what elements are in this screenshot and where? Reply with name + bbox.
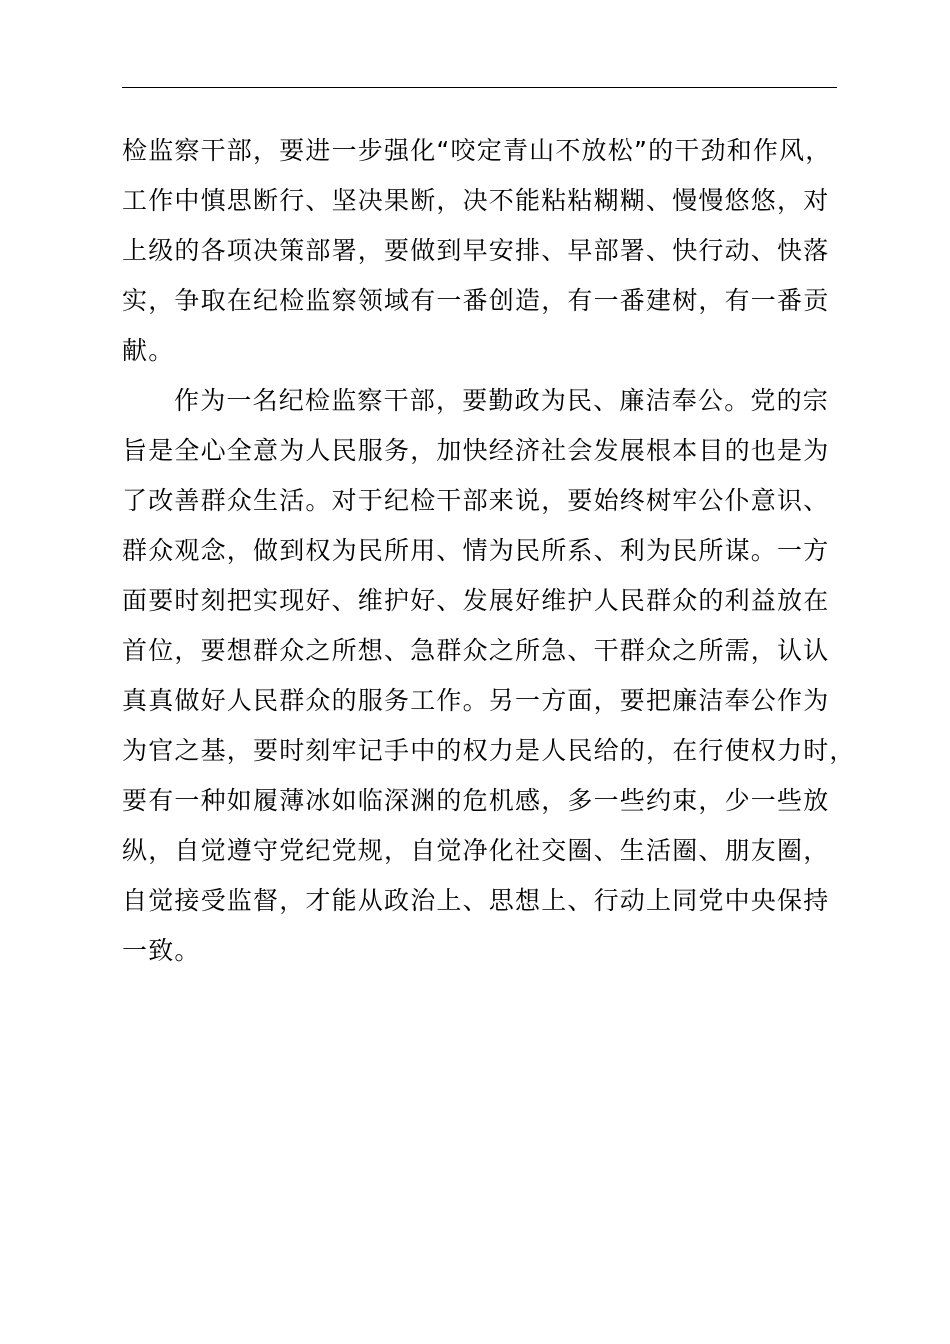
text-line: 群众观念，做到权为民所用、情为民所系、利为民所谋。一方	[122, 536, 830, 565]
paragraph-2	[122, 376, 856, 976]
text-line: 要有一种如履薄冰如临深渊的危机感，多一些约束，少一些放	[122, 786, 830, 815]
document-body	[122, 126, 856, 976]
text-line: 旨是全心全意为人民服务，加快经济社会发展根本目的也是为	[122, 436, 830, 465]
text-line: 工作中慎思断行、坚决果断，决不能粘粘糊糊、慢慢悠悠，对	[122, 186, 830, 215]
text-line: 上级的各项决策部署，要做到早安排、早部署、快行动、快落	[122, 236, 830, 265]
text-line: 为官之基，要时刻牢记手中的权力是人民给的，在行使权力时，	[122, 736, 856, 765]
text-line: 作为一名纪检监察干部，要勤政为民、廉洁奉公。党的宗	[174, 386, 830, 415]
text-line: 面要时刻把实现好、维护好、发展好维护人民群众的利益放在	[122, 586, 830, 615]
text-line: 纵，自觉遵守党纪党规，自觉净化社交圈、生活圈、朋友圈，	[122, 836, 830, 865]
text-line: 自觉接受监督，才能从政治上、思想上、行动上同党中央保持	[122, 886, 830, 915]
text-line: 一致。	[122, 936, 201, 965]
paragraph-1	[122, 126, 852, 376]
text-line: 首位，要想群众之所想、急群众之所急、干群众之所需，认认	[122, 636, 830, 665]
text-line: 献。	[122, 336, 175, 365]
text-line: 检监察干部，要进一步强化“咬定青山不放松”的干劲和作风，	[122, 136, 832, 165]
text-line: 了改善群众生活。对于纪检干部来说，要始终树牢公仆意识、	[122, 486, 830, 515]
header-rule	[122, 87, 837, 88]
text-line: 真真做好人民群众的服务工作。另一方面，要把廉洁奉公作为	[122, 686, 830, 715]
text-line: 实，争取在纪检监察领域有一番创造，有一番建树，有一番贡	[122, 286, 830, 315]
